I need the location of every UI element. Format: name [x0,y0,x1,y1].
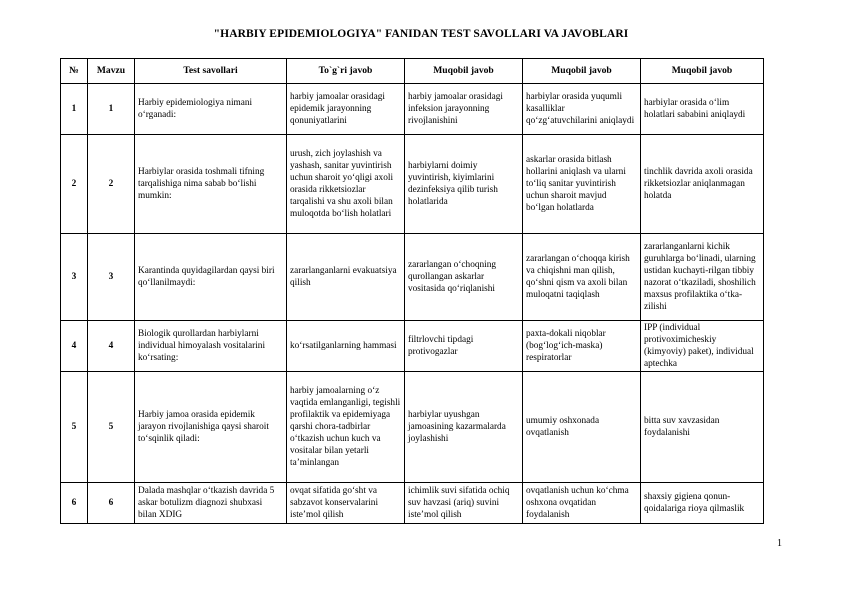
alternative-answer-cell: harbiylar orasida yuqumli kasalliklar qo‘zg‘atuvchilarini aniqlaydi [523,84,641,135]
page-number: 1 [777,538,782,549]
table-row [61,135,764,234]
row-topic: 2 [88,135,135,234]
alternative-answer-cell: ovqatlanish uchun ko‘chma oshxona ovqatidan foydalanish [523,483,641,524]
header-question: Test savollari [135,59,287,84]
header-alternative-answer-3: Muqobil javob [641,59,764,84]
row-number: 2 [61,135,88,234]
alternative-answer-cell: harbiy jamoalar orasidagi infeksion jarayonning rivojlanishini [405,84,523,135]
correct-answer-cell: harbiy jamoalar orasidagi epidemik jarayonning qonuniyatlarini [287,84,405,135]
table-row [61,372,764,483]
alternative-answer-cell: harbiylar uyushgan jamoasining kazarmalarda joylashishi [405,372,523,483]
row-topic: 1 [88,84,135,135]
question-cell: Harbiy jamoa orasida epidemik jarayon rivojlanishiga qaysi sharoit to‘sqinlik qiladi: [135,372,287,483]
alternative-answer-cell: harbiylar orasida o‘lim holatlari sababini aniqlaydi [641,84,764,135]
question-cell: Harbiy epidemiologiya nimani o‘rganadi: [135,84,287,135]
correct-answer-cell: ko‘rsatilganlarning hammasi [287,321,405,372]
header-topic: Mavzu [88,59,135,84]
table-row [61,234,764,321]
row-number: 5 [61,372,88,483]
row-number: 1 [61,84,88,135]
document-title: "HARBIY EPIDEMIOLOGIYA" FANIDAN TEST SAVOLLARI VA JAVOBLARI [213,28,629,40]
alternative-answer-cell: zararlanganlarni kichik guruhlarga bo‘linadi, ularning ustidan kuchayti-rilgan tibbiy nazorat o‘tkaziladi, shoshilich maxsus profilaktika o‘tka-zilishi [641,234,764,321]
alternative-answer-cell: paxta-dokali niqoblar (bog‘log‘ich-maska) respiratorlar [523,321,641,372]
alternative-answer-cell: zararlangan o‘choqning qurollangan askarlar vositasida qo‘riqlanishi [405,234,523,321]
row-number: 4 [61,321,88,372]
question-cell: Harbiylar orasida toshmali tifning tarqalishiga nima sabab bo‘lishi mumkin: [135,135,287,234]
alternative-answer-cell: zararlangan o‘choqqa kirish va chiqishni man qilish, qo‘shni qism va axoli bilan muloqatni taqiqlash [523,234,641,321]
row-topic: 6 [88,483,135,524]
alternative-answer-cell: IPP (individual protivoximicheskiy (kimyoviy) paket), individual aptechka [641,321,764,372]
table-row [61,321,764,372]
correct-answer-cell: urush, zich joylashish va yashash, sanitar yuvintirish uchun sharoit yo‘qligi axoli orasida rikketsiozlar tarqalishi va shu axoli bilan muloqotda bo‘lish holatlari [287,135,405,234]
table-row [61,84,764,135]
alternative-answer-cell: filtrlovchi tipdagi protivogazlar [405,321,523,372]
alternative-answer-cell: shaxsiy gigiena qonun-qoidalariga rioya qilmaslik [641,483,764,524]
correct-answer-cell: zararlanganlarni evakuatsiya qilish [287,234,405,321]
correct-answer-cell: ovqat sifatida go‘sht va sabzavot konservalarini iste’mol qilish [287,483,405,524]
question-cell: Karantinda quyidagilardan qaysi biri qo‘llanilmaydi: [135,234,287,321]
row-number: 3 [61,234,88,321]
alternative-answer-cell: bitta suv xavzasidan foydalanishi [641,372,764,483]
table-header-row [61,59,764,84]
question-cell: Biologik qurollardan harbiylarni individual himoyalash vositalarini ko‘rsating: [135,321,287,372]
alternative-answer-cell: tinchlik davrida axoli orasida rikketsiozlar aniqlanmagan holatda [641,135,764,234]
header-alternative-answer-1: Muqobil javob [405,59,523,84]
header-number: № [61,59,88,84]
table-row [61,483,764,524]
alternative-answer-cell: harbiylarni doimiy yuvintirish, kiyimlarini dezinfeksiya qilib turish holatlarida [405,135,523,234]
question-cell: Dalada mashqlar o‘tkazish davrida 5 askar botulizm diagnozi shubxasi bilan XDIG [135,483,287,524]
row-number: 6 [61,483,88,524]
header-alternative-answer-2: Muqobil javob [523,59,641,84]
row-topic: 5 [88,372,135,483]
test-table [60,58,764,524]
row-topic: 4 [88,321,135,372]
header-correct-answer: To`g`ri javob [287,59,405,84]
alternative-answer-cell: askarlar orasida bitlash hollarini aniqlash va ularni to‘liq sanitar yuvintirish uchun sharoit mavjud bo‘lgan holatlarda [523,135,641,234]
row-topic: 3 [88,234,135,321]
alternative-answer-cell: umumiy oshxonada ovqatlanish [523,372,641,483]
alternative-answer-cell: ichimlik suvi sifatida ochiq suv havzasi (ariq) suvini iste’mol qilish [405,483,523,524]
correct-answer-cell: harbiy jamoalarning o‘z vaqtida emlanganligi, tegishli profilaktik va epidemiyaga qarshi chora-tadbirlar o‘tkazish uchun kuch va vositalar bilan yetarli ta’minlangan [287,372,405,483]
